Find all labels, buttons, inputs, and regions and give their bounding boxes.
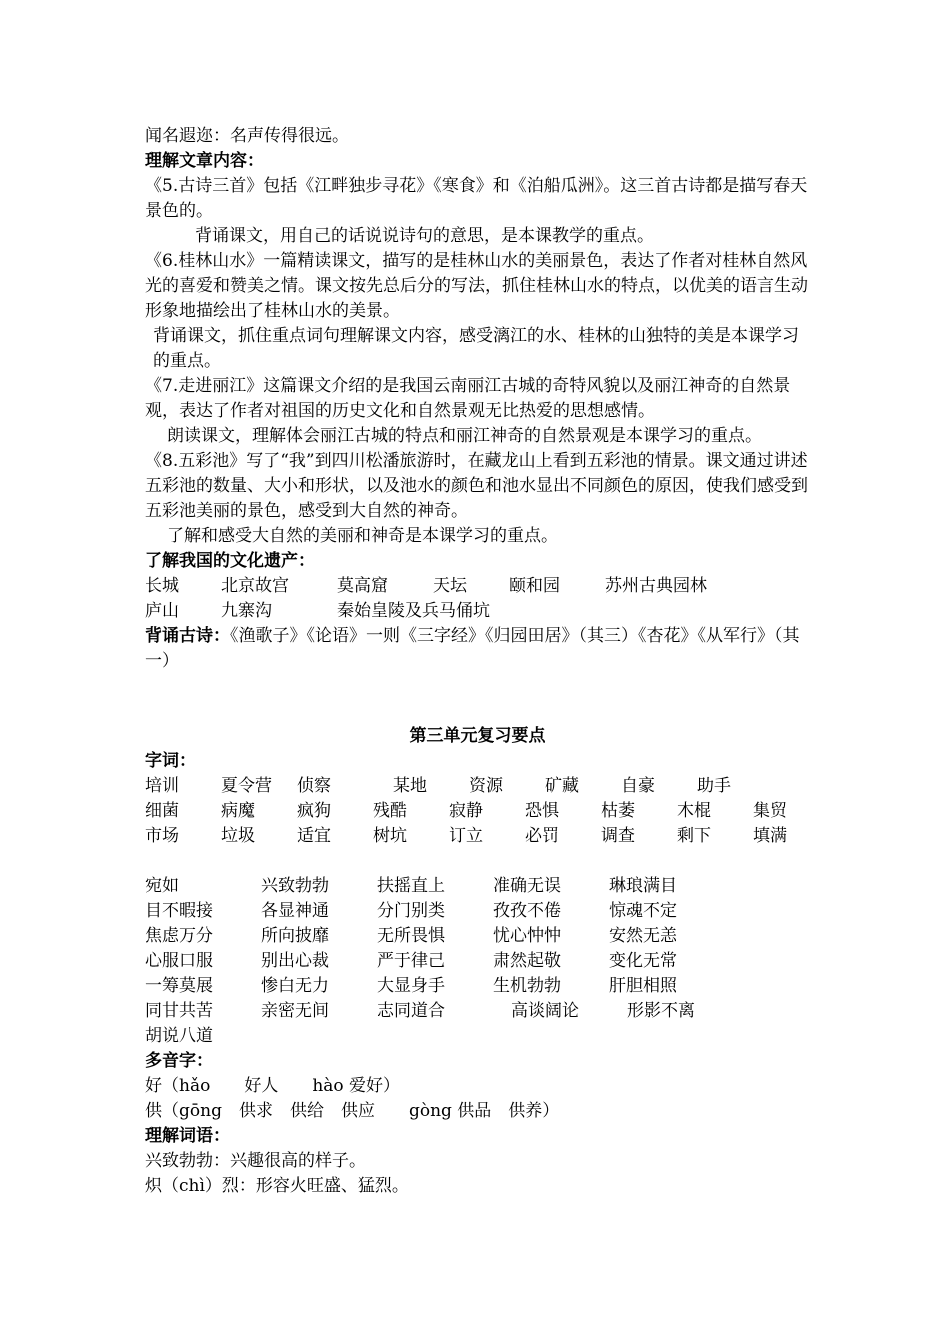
heritage-item: 长城 [145, 576, 179, 596]
heritage-item: 北京故宫 [221, 576, 289, 596]
idiom-item: 肃然起敬 [493, 951, 561, 971]
lesson7-summary: 《7.走进丽江》这篇课文介绍的是我国云南丽江古城的奇特风貌以及丽江神奇的自然景观，表达了作者对祖国的历史文化和自然景观无比热爱的思想感情。 [145, 376, 791, 421]
words-row [145, 774, 810, 799]
idiom-item: 焦虑万分 [145, 926, 213, 946]
idiom-item: 形影不离 [627, 1001, 695, 1021]
heritage-item: 颐和园 [509, 576, 560, 596]
heritage-item: 苏州古典园林 [605, 576, 707, 596]
lesson5-focus: 背诵课文，用自己的话说说诗句的意思，是本课教学的重点。 [195, 226, 654, 246]
word-item: 助手 [697, 776, 731, 796]
idiom-item: 同甘共苦 [145, 1001, 213, 1021]
poems-label: 背诵古诗： [145, 626, 230, 646]
word-item: 细菌 [145, 801, 179, 821]
lesson7-focus: 朗读课文，理解体会丽江古城的特点和丽江神奇的自然景观是本课学习的重点。 [167, 426, 762, 446]
word-item: 枯萎 [601, 801, 635, 821]
idiom-row [145, 949, 810, 974]
word-item: 寂静 [449, 801, 483, 821]
idiom-item: 亲密无间 [261, 1001, 329, 1021]
idiom-item: 别出心裁 [261, 951, 329, 971]
lesson6-focus: 背诵课文，抓住重点词句理解课文内容，感受漓江的水、桂林的山独特的美是本课学习的重点。 [153, 326, 799, 371]
word-item: 疯狗 [297, 801, 331, 821]
heritage-item: 天坛 [433, 576, 467, 596]
idiom-item: 琳琅满目 [609, 876, 677, 896]
idiom-item: 心服口服 [145, 951, 213, 971]
idiom-item: 大显身手 [377, 976, 445, 996]
word-item: 垃圾 [221, 826, 255, 846]
word-item: 集贸 [753, 801, 787, 821]
word-item: 调查 [601, 826, 635, 846]
term-line: 兴致勃勃：兴趣很高的样子。 [145, 1151, 366, 1171]
word-item: 某地 [393, 776, 427, 796]
idiom-item: 分门别类 [377, 901, 445, 921]
idiom-item: 肝胆相照 [609, 976, 677, 996]
idiom-item: 惊魂不定 [609, 901, 677, 921]
idiom-item: 目不暇接 [145, 901, 213, 921]
idiom-item: 志同道合 [377, 1001, 445, 1021]
word-item: 残酷 [373, 801, 407, 821]
heritage-row [145, 574, 810, 599]
heritage-item: 庐山 [145, 601, 179, 621]
document-page [145, 124, 810, 1199]
word-item: 必罚 [525, 826, 559, 846]
idiom-item: 高谈阔论 [511, 1001, 579, 1021]
idiom-item: 准确无误 [493, 876, 561, 896]
idiom-item: 无所畏惧 [377, 926, 445, 946]
heritage-item: 秦始皇陵及兵马俑坑 [337, 601, 490, 621]
poems-line [145, 624, 810, 674]
word-item: 病魔 [221, 801, 255, 821]
idiom-row [145, 974, 810, 999]
lesson8-focus: 了解和感受大自然的美丽和神奇是本课学习的重点。 [167, 526, 558, 546]
idiom-item: 扶摇直上 [377, 876, 445, 896]
idiom-item: 宛如 [145, 876, 179, 896]
heading-words: 字词： [145, 751, 196, 771]
word-item: 市场 [145, 826, 179, 846]
heading-heritage: 了解我国的文化遗产： [145, 551, 315, 571]
idiom-row [145, 899, 810, 924]
lesson8-summary: 《8.五彩池》写了“我”到四川松潘旅游时，在藏龙山上看到五彩池的情景。课文通过讲述五彩池的数量、大小和形状，以及池水的颜色和池水显出不同颜色的原因，使我们感受到五彩池美丽的景色，感受到大自然的神奇。 [145, 451, 808, 521]
poems-text: 《渔歌子》《论语》一则《三字经》《归园田居》（其三）《杏花》《从军行》（其一） [145, 626, 800, 671]
heading-polyphone: 多音字： [145, 1051, 213, 1071]
word-item: 树坑 [373, 826, 407, 846]
idiom-item: 一筹莫展 [145, 976, 213, 996]
idiom-item: 孜孜不倦 [493, 901, 561, 921]
word-item: 恐惧 [525, 801, 559, 821]
heritage-item: 九寨沟 [221, 601, 272, 621]
word-item: 资源 [469, 776, 503, 796]
idiom-item: 安然无恙 [609, 926, 677, 946]
lesson6-summary: 《6.桂林山水》一篇精读课文，描写的是桂林山水的美丽景色，表达了作者对桂林自然风光的喜爱和赞美之情。课文按先总后分的写法，抓住桂林山水的特点，以优美的语言生动形象地描绘出了桂林山水的美景。 [145, 251, 808, 321]
word-item: 剩下 [677, 826, 711, 846]
word-item: 侦察 [297, 776, 331, 796]
idiom-item: 严于律己 [377, 951, 445, 971]
word-item: 夏令营 [221, 776, 272, 796]
word-item: 培训 [145, 776, 179, 796]
word-item: 矿藏 [545, 776, 579, 796]
idiom-row [145, 1024, 810, 1049]
idiom-item: 惨白无力 [261, 976, 329, 996]
idiom-item: 兴致勃勃 [261, 876, 329, 896]
word-item: 适宜 [297, 826, 331, 846]
polyphone-line: 供（gōng 供求 供给 供应 gòng 供品 供养） [145, 1101, 560, 1121]
unit-title: 第三单元复习要点 [409, 726, 546, 746]
idiom-row [145, 924, 810, 949]
idiom-item: 所向披靡 [261, 926, 329, 946]
words-row [145, 799, 810, 824]
heritage-row [145, 599, 810, 624]
idiom-item: 胡说八道 [145, 1026, 213, 1046]
idiom-row [145, 874, 810, 899]
words-row [145, 824, 810, 849]
idiom-item: 生机勃勃 [493, 976, 561, 996]
idiom-item: 变化无常 [609, 951, 677, 971]
heading-terms: 理解词语： [145, 1126, 230, 1146]
word-item: 填满 [753, 826, 787, 846]
word-item: 自豪 [621, 776, 655, 796]
heading-content: 理解文章内容： [145, 151, 264, 171]
word-item: 订立 [449, 826, 483, 846]
term-line: 炽（chì）烈：形容火旺盛、猛烈。 [145, 1176, 409, 1196]
polyphone-line: 好（hǎo 好人 hào 爱好） [145, 1076, 401, 1096]
idiom-row [145, 999, 810, 1024]
word-item: 木棍 [677, 801, 711, 821]
definition-line: 闻名遐迩：名声传得很远。 [145, 126, 349, 146]
heritage-item: 莫高窟 [337, 576, 388, 596]
idiom-item: 各显神通 [261, 901, 329, 921]
idiom-item: 忧心忡忡 [493, 926, 561, 946]
lesson5-summary: 《5.古诗三首》包括《江畔独步寻花》《寒食》和《泊船瓜洲》。这三首古诗都是描写春天景色的。 [145, 176, 808, 221]
